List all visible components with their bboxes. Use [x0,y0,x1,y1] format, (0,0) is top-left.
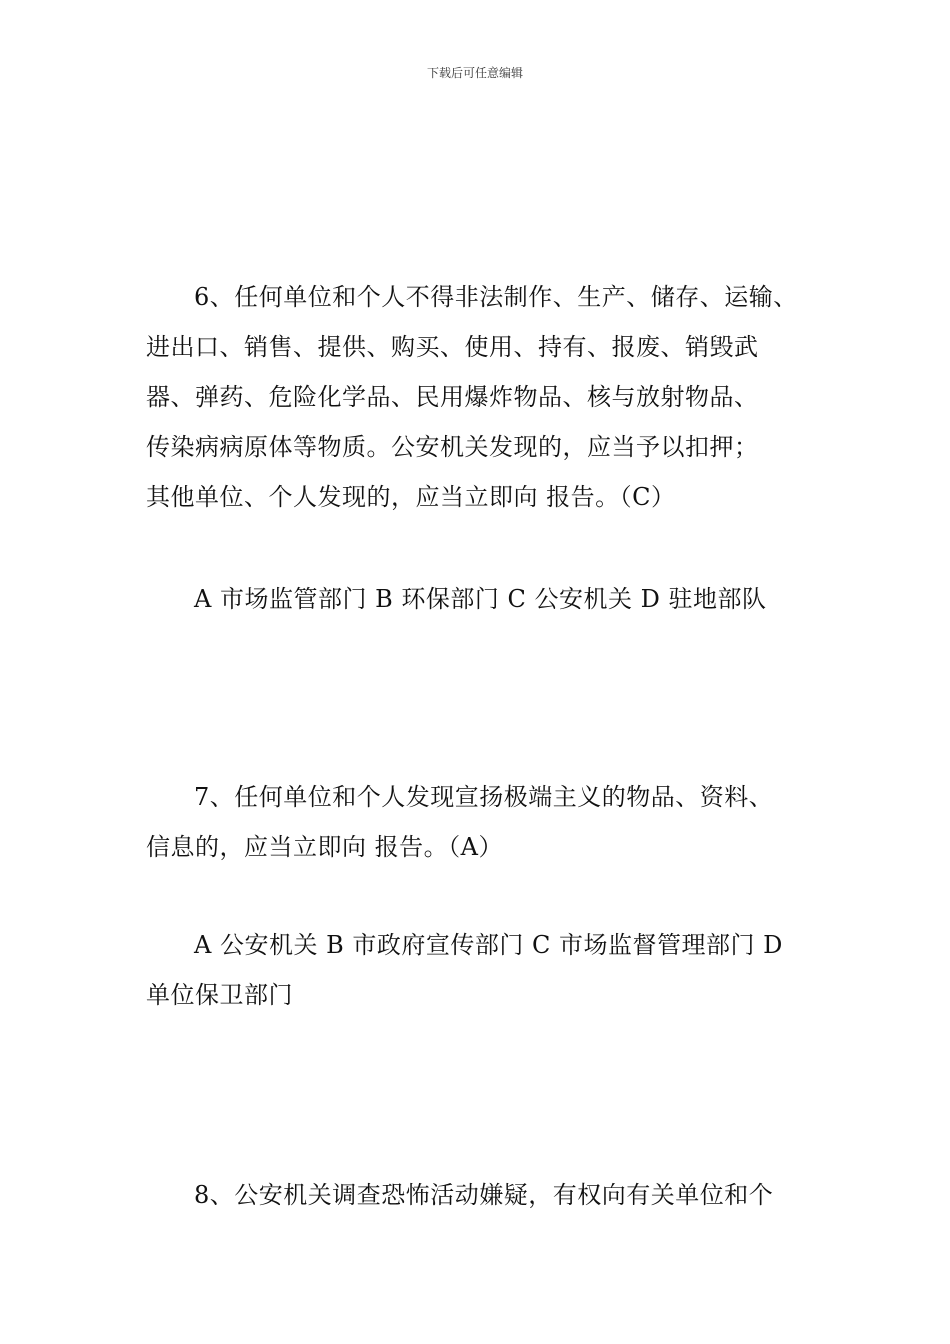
question-text-line: 器、弹药、危险化学品、民用爆炸物品、核与放射物品、 [146,383,759,411]
question-text-line: 信息的，应当立即向 报告。（A） [146,833,503,861]
question-text-line: 进出口、销售、提供、购买、使用、持有、报废、销毁武 [146,333,759,361]
question-7 [146,772,836,872]
question-text-line: 其他单位、个人发现的，应当立即向 报告。（C） [146,483,676,511]
page-header: 下载后可任意编辑 [426,66,523,80]
question-text-line: 6、任何单位和个人不得非法制作、生产、储存、运输、 [194,283,798,311]
question-text-line: 8、公安机关调查恐怖活动嫌疑，有权向有关单位和个 [194,1181,774,1209]
question-6-options [146,574,836,624]
options-line: A 公安机关 B 市政府宣传部门 C 市场监督管理部门 D [194,931,783,959]
question-6 [146,272,836,522]
question-8 [146,1170,836,1220]
options-line: 单位保卫部门 [146,981,293,1009]
question-text-line: 7、任何单位和个人发现宣扬极端主义的物品、资料、 [194,783,774,811]
options-line: A 市场监管部门 B 环保部门 C 公安机关 D 驻地部队 [194,585,767,613]
question-7-options [146,920,836,1020]
question-text-line: 传染病病原体等物质。公安机关发现的，应当予以扣押； [146,433,759,461]
